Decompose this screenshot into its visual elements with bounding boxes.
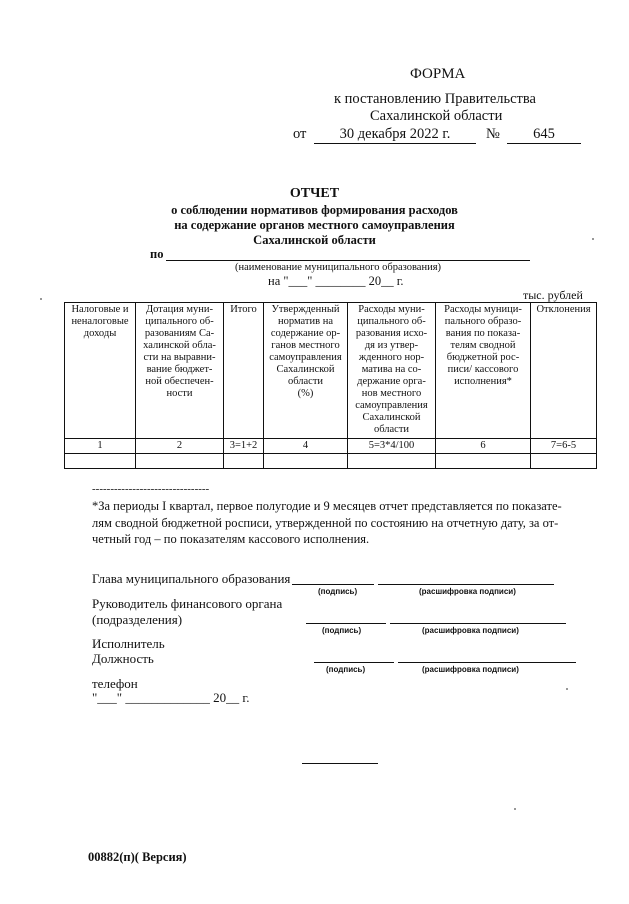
- header-text-line: Налоговые и: [71, 304, 129, 315]
- header-text-line: вания по показа-: [445, 328, 521, 339]
- header-text-line: исполнения*: [454, 376, 512, 387]
- header-text-line: Дотация муни-: [146, 304, 213, 315]
- header-text-line: пального образо-: [444, 316, 522, 327]
- table-cell: 5=3*4/100: [348, 439, 436, 454]
- header-text-line: (%): [297, 388, 314, 399]
- header-text-line: писи/ кассового: [447, 364, 519, 375]
- report-subtitle-1: о соблюдении нормативов формирования расходов: [171, 203, 458, 217]
- table-cell: 2: [136, 439, 224, 454]
- table-cell[interactable]: [531, 454, 597, 469]
- header-cell-total: [224, 303, 264, 439]
- head-decode-line[interactable]: [378, 584, 554, 585]
- table-cell[interactable]: [224, 454, 264, 469]
- header-text-line: неналоговые: [71, 316, 129, 327]
- units-label: тыс. рублей: [523, 288, 583, 302]
- phone-label: телефон: [92, 676, 138, 691]
- signature-date: "___" _____________ 20__ г.: [92, 690, 250, 705]
- report-table: [64, 302, 597, 469]
- report-title: ОТЧЕТ: [289, 186, 340, 201]
- executor-sign-line[interactable]: [314, 662, 394, 663]
- header-text-line: халинской обла-: [143, 340, 216, 351]
- header-cell-expenses-actual: [436, 303, 531, 439]
- header-text-line: матива на со-: [361, 364, 422, 375]
- header-number: 645: [507, 126, 581, 144]
- header-text-line: доходы: [83, 328, 117, 339]
- header-text-line: ной обеспечен-: [145, 376, 214, 387]
- table-cell: 4: [264, 439, 348, 454]
- report-subtitle-2: на содержание органов местного самоуправления: [174, 218, 455, 232]
- header-text-line: Итого: [230, 304, 257, 315]
- header-line-1: к постановлению Правительства: [334, 91, 536, 107]
- header-text-line: жденного нор-: [358, 352, 425, 363]
- header-text-line: самоуправления: [355, 400, 428, 411]
- header-text-line: дя из утвер-: [364, 340, 419, 351]
- header-cell-norm: [264, 303, 348, 439]
- table-header-row: [65, 303, 597, 439]
- header-text-line: норматив на: [278, 316, 333, 327]
- header-from-label: от: [293, 126, 307, 142]
- bottom-rule: [302, 763, 378, 764]
- footnote-line-1: *За периоды I квартал, первое полугодие и 9 месяцев отчет представляется по показате-: [92, 499, 562, 513]
- finance-decode-caption: (расшифровка подписи): [422, 626, 519, 635]
- header-text-line: вание бюджет-: [146, 364, 213, 375]
- form-title: ФОРМА: [410, 66, 466, 82]
- finance-decode-line[interactable]: [390, 623, 566, 624]
- table-cell[interactable]: [348, 454, 436, 469]
- table-cell[interactable]: [264, 454, 348, 469]
- header-text-line: содержание ор-: [270, 328, 341, 339]
- header-text-line: нов местного: [361, 388, 422, 399]
- header-text-line: Отклонения: [536, 304, 591, 315]
- header-text-line: Утвержденный: [271, 304, 340, 315]
- table-number-row: [65, 439, 597, 454]
- header-text-line: Расходы муни-: [358, 304, 425, 315]
- executor-decode-caption: (расшифровка подписи): [422, 665, 519, 674]
- header-text-line: Сахалинской: [276, 364, 335, 375]
- scan-speck: [592, 238, 594, 240]
- header-text-line: Расходы муници-: [444, 304, 522, 315]
- header-text-line: самоуправления: [269, 352, 342, 363]
- scan-speck: [566, 688, 568, 690]
- table-cell[interactable]: [65, 454, 136, 469]
- executor-decode-line[interactable]: [398, 662, 576, 663]
- scan-speck: [40, 298, 42, 300]
- scan-speck: [514, 808, 516, 810]
- report-subtitle-3: Сахалинской области: [253, 233, 376, 247]
- footnote-separator: --------------------------------: [92, 483, 210, 495]
- header-number-label: №: [486, 126, 500, 142]
- table-cell: 6: [436, 439, 531, 454]
- table-cell: 7=6-5: [531, 439, 597, 454]
- header-text-line: держание орга-: [357, 376, 426, 387]
- table-cell: 1: [65, 439, 136, 454]
- footnote-line-2: лям сводной бюджетной росписи, утвержденной по состоянию на отчетную дату, за от-: [92, 516, 559, 530]
- executor-sign-caption: (подпись): [326, 665, 366, 674]
- header-text-line: ципального об-: [145, 316, 214, 327]
- header-text-line: области: [287, 376, 324, 387]
- header-line-2: Сахалинской области: [370, 108, 503, 124]
- header-cell-deviation: [531, 303, 597, 439]
- table-cell: 3=1+2: [224, 439, 264, 454]
- head-label: Глава муниципального образования: [92, 571, 291, 586]
- header-date: 30 декабря 2022 г.: [314, 126, 476, 144]
- report-on-date: на "___" ________ 20__ г.: [268, 274, 404, 288]
- po-label: по: [150, 247, 164, 261]
- header-text-line: области: [373, 424, 410, 435]
- header-text-line: ности: [166, 388, 193, 399]
- header-cell-subsidy: [136, 303, 224, 439]
- header-text-line: разованиям Са-: [144, 328, 215, 339]
- table-cell[interactable]: [136, 454, 224, 469]
- executor-label: Исполнитель: [92, 636, 165, 651]
- municipality-caption: (наименование муниципального образования): [235, 262, 442, 273]
- header-cell-expenses-norm: [348, 303, 436, 439]
- municipality-name-line: [166, 260, 530, 261]
- head-sign-caption: (подпись): [318, 587, 358, 596]
- finance-sign-line[interactable]: [306, 623, 386, 624]
- finance-label-1: Руководитель финансового органа: [92, 596, 283, 611]
- header-text-line: ганов местного: [271, 340, 340, 351]
- header-cell-revenues: [65, 303, 136, 439]
- header-text-line: ципального об-: [357, 316, 426, 327]
- header-text-line: Сахалинской: [362, 412, 421, 423]
- finance-sign-caption: (подпись): [322, 626, 362, 635]
- header-text-line: разования исхо-: [355, 328, 428, 339]
- table-data-row: [65, 454, 597, 469]
- finance-label-2: (подразделения): [92, 612, 183, 627]
- head-decode-caption: (расшифровка подписи): [419, 587, 516, 596]
- header-text-line: сти на выравни-: [143, 352, 216, 363]
- header-text-line: бюджетной рос-: [446, 352, 520, 363]
- position-label: Должность: [92, 651, 154, 666]
- head-sign-line[interactable]: [292, 584, 374, 585]
- footnote-line-3: четный год – по показателям кассового исполнения.: [92, 532, 370, 546]
- footer-code: 00882(п)( Версия): [88, 850, 187, 864]
- table-cell[interactable]: [436, 454, 531, 469]
- header-text-line: телям сводной: [450, 340, 516, 351]
